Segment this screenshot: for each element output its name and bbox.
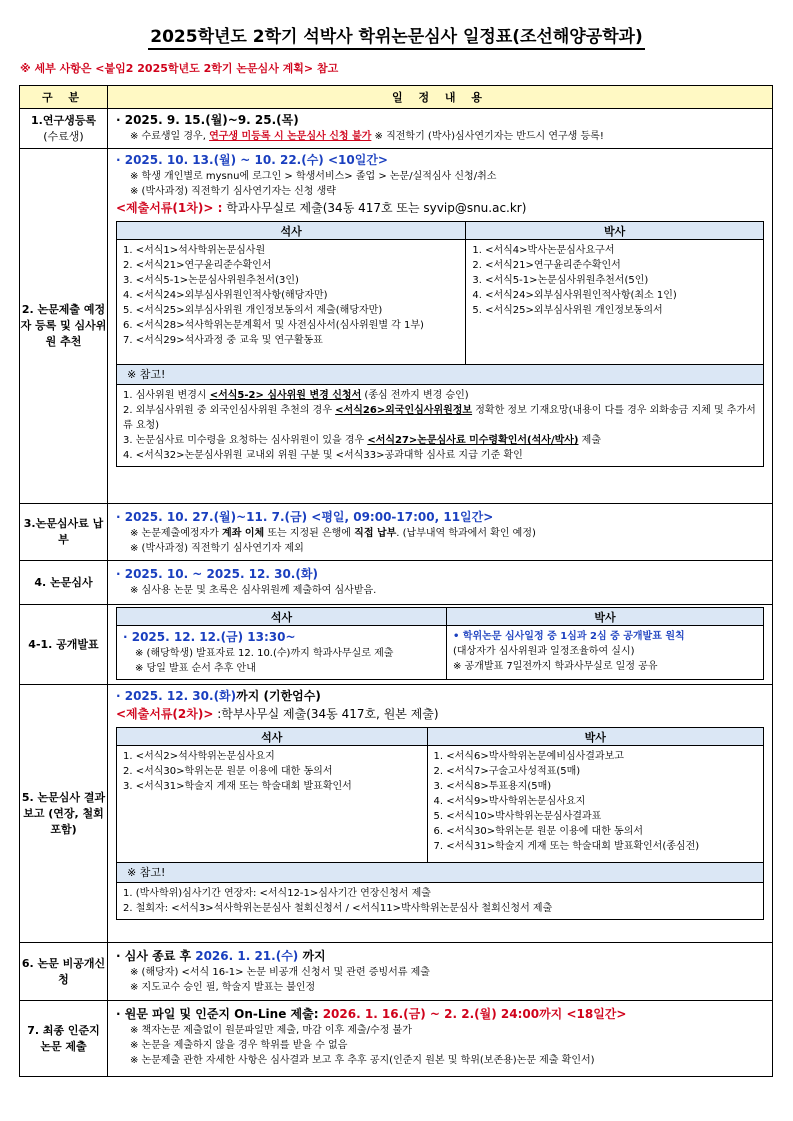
reference-header: ※ 참고!: [117, 365, 764, 385]
table-row: [20, 561, 773, 605]
list-item: 4. <서식24>외부심사위원인적사항(최소 1인): [472, 290, 677, 301]
text: ※ 논문제출예정자가: [130, 528, 223, 539]
date-line: · 2025. 10. 13.(월) ~ 10. 22.(수) <10일간>: [116, 153, 388, 167]
text: ※ 직전학기 (박사)심사연기자는 반드시 연구생 등록!: [371, 131, 604, 142]
document-table: [116, 221, 764, 467]
text: ※ 수료생일 경우,: [130, 131, 210, 142]
note-line: ※ 당일 발표 순서 추후 안내: [135, 663, 256, 674]
row-label: 4. 논문심사: [20, 561, 108, 605]
list-item: 4. <서식32>논문심사위원 교내외 위원 구분 및 <서식33>공과대학 심사료 지급 기준 확인: [123, 450, 523, 461]
masters-header: 석사: [117, 728, 428, 746]
list-item: 5. <서식25>외부심사위원 개인정보동의서: [472, 305, 663, 316]
phd-header: 박사: [466, 222, 764, 240]
masters-info: [117, 626, 447, 680]
list-item: 3. <서식31>학술지 게재 또는 학술대회 발표확인서: [123, 781, 352, 792]
text: 또는 지정된 은행에: [264, 528, 355, 539]
submit-label: <제출서류(2차)>: [116, 707, 214, 721]
note-line: ※ 심사용 논문 및 초록은 심사위원께 제출하여 심사받음.: [130, 585, 377, 596]
top-note: ※ 세부 사항은 <붙임2 2025학년도 2학기 논문심사 계획> 참고: [20, 62, 339, 75]
text: 정확한 정보 기재요망(내용이 다를 경우 외화송금 지체 및 추가서류 요청): [123, 405, 756, 431]
text: 직접 납부: [354, 528, 397, 539]
date-line: · 2025. 12. 12.(금) 13:30~: [123, 630, 296, 644]
form-ref: <서식26>외국인심사위원정보: [335, 405, 473, 416]
submit-line: [116, 705, 764, 723]
text: (종심 전까지 변경 승인): [361, 390, 469, 401]
row-label: [20, 109, 108, 149]
list-item: [123, 403, 757, 433]
list-item: 4. <서식9>박사학위논문심사요지: [433, 796, 586, 807]
text: 계좌 이체: [222, 528, 265, 539]
list-item: 2. 철회자: <서식3>석사학위논문심사 철회신청서 / <서식11>박사학위논문심사 철회신청서 제출: [123, 903, 553, 914]
list-item: 2. <서식30>학위논문 원문 이용에 대한 동의서: [123, 766, 333, 777]
note-line: ※ 학생 개인별로 mysnu에 로그인 > 학생서비스> 졸업 > 논문/실적심사 신청/취소: [130, 171, 497, 182]
document-table: [116, 727, 764, 920]
text: · 심사 종료 후: [116, 949, 196, 963]
phd-header: 박사: [427, 728, 763, 746]
date-line: · 2025. 9. 15.(월)~9. 25.(목): [116, 113, 299, 127]
list-item: 7. <서식31>학술지 게재 또는 학술대회 발표확인서(종심전): [433, 841, 700, 852]
label-subtext: (수료생): [43, 129, 84, 143]
list-item: 1. <서식2>석사학위논문심사요지: [123, 751, 275, 762]
table-row: [20, 109, 773, 149]
warning-text: 연구생 미등록 시 논문심사 신청 불가: [209, 131, 372, 142]
text: · 2025. 12. 30.(화): [116, 689, 237, 703]
phd-info: [446, 626, 763, 680]
masters-header: 석사: [117, 608, 447, 626]
list-item: [123, 433, 757, 448]
list-item: [123, 388, 757, 403]
text: 2. 외부심사위원 중 외국인심사위원 추천의 경우: [123, 405, 336, 416]
text: 2026. 1. 21.(수): [195, 949, 299, 963]
list-item: 5. <서식25>외부심사위원 개인정보동의서 제출(해당자만): [123, 305, 383, 316]
reference-header: ※ 참고!: [117, 863, 764, 883]
row-content: [108, 685, 773, 943]
table-header: [20, 86, 773, 109]
text: 까지: [298, 949, 326, 963]
row-label: 3.논문심사료 납부: [20, 504, 108, 561]
submit-text: 학과사무실로 제출(34동 417호 또는 syvip@snu.ac.kr): [222, 201, 527, 215]
list-item: 1. <서식4>박사논문심사요구서: [472, 245, 615, 256]
list-item: 4. <서식24>외부심사위원인적사항(해당자만): [123, 290, 328, 301]
note-line: ※ 논문제출 관한 자세한 사항은 심사결과 보고 후 추후 공지(인준지 원본 및 학위(보존용)논문 제출 확인서): [130, 1055, 595, 1066]
note-line: ※ 지도교수 승인 필, 학술지 발표는 불인정: [130, 982, 316, 993]
reference-list: [117, 883, 764, 920]
note-line: (대상자가 심사위원과 일정조율하여 실시): [452, 646, 635, 657]
date-line: [116, 947, 764, 965]
text: 1. 심사위원 변경시: [123, 390, 210, 401]
label-text: 1.연구생등록: [31, 113, 96, 127]
header-content: 일 정 내 용: [108, 86, 773, 109]
table-row: [20, 943, 773, 1001]
note-line: [116, 526, 764, 541]
row-label: 7. 최종 인준지 논문 제출: [20, 1001, 108, 1077]
text: · 원문 파일 및 인준지 On-Line 제출:: [116, 1007, 323, 1021]
row-content: [108, 943, 773, 1001]
form-ref: <서식5-2> 심사위원 변경 신청서: [209, 390, 362, 401]
list-item: 6. <서식28>석사학위논문계획서 및 사전심사서(심사위원별 각 1부): [123, 320, 424, 331]
list-item: 3. <서식5-1>논문심사위원추천서(5인): [472, 275, 649, 286]
schedule-table: [19, 85, 773, 1077]
list-item: 3. <서식8>투표용지(5매): [433, 781, 552, 792]
deadline-text: 2026. 1. 16.(금) ~ 2. 2.(월) 24:00까지 <18일간>: [322, 1007, 627, 1021]
row-content: [108, 109, 773, 149]
page-title: 2025학년도 2학기 석박사 학위논문심사 일정표(조선해양공학과): [0, 22, 793, 47]
row-label: 6. 논문 비공개신청: [20, 943, 108, 1001]
list-item: 6. <서식30>학위논문 원문 이용에 대한 동의서: [433, 826, 644, 837]
table-row: [20, 149, 773, 504]
row-content: [108, 561, 773, 605]
row-label: 2. 논문제출 예정자 등록 및 심사위원 추천: [20, 149, 108, 504]
date-line: [116, 687, 764, 705]
list-item: 1. (박사학위)심사기간 연장자: <서식12-1>심사기간 연장신청서 제출: [123, 888, 431, 899]
text: 3. 논문심사료 미수령을 요청하는 심사위원이 있을 경우: [123, 435, 368, 446]
note-line: ※ 공개발표 7일전까지 학과사무실로 일정 공유: [452, 661, 658, 672]
submit-line: [116, 199, 764, 217]
list-item: 7. <서식29>석사과정 중 교육 및 연구활동표: [123, 335, 323, 346]
list-item: 2. <서식21>연구윤리준수확인서: [472, 260, 621, 271]
masters-list: [117, 746, 428, 863]
note-line: ※ (해당학생) 발표자료 12. 10.(수)까지 학과사무실로 제출: [135, 648, 394, 659]
table-row: [20, 504, 773, 561]
note-line: ※ (해당자) <서식 16-1> 논문 비공개 신청서 및 관련 증빙서류 제출: [130, 967, 430, 978]
list-item: 2. <서식21>연구윤리준수확인서: [123, 260, 272, 271]
submit-label: <제출서류(1차)> :: [116, 201, 223, 215]
form-ref: <서식27>논문심사료 미수령확인서(석사/박사): [367, 435, 579, 446]
row-label: 4-1. 공개발표: [20, 605, 108, 685]
row-label: 5. 논문심사 결과 보고 (연장, 철회 포함): [20, 685, 108, 943]
date-line: [116, 1005, 764, 1023]
list-item: 5. <서식10>박사학위논문심사결과표: [433, 811, 602, 822]
list-item: 1. <서식6>박사학위논문예비심사결과보고: [433, 751, 624, 762]
note-line: [116, 129, 764, 144]
note-line: ※ 논문을 제출하지 않을 경우 학위를 받을 수 없음: [130, 1040, 348, 1051]
masters-header: 석사: [117, 222, 466, 240]
list-item: 1. <서식1>석사학위논문심사원: [123, 245, 266, 256]
header-category: 구 분: [20, 86, 108, 109]
text: . (납부내역 학과에서 확인 예정): [396, 528, 536, 539]
phd-header: 박사: [446, 608, 763, 626]
note-line: • 학위논문 심사일정 중 1심과 2심 중 공개발표 원칙: [452, 631, 685, 642]
list-item: 3. <서식5-1>논문심사위원추천서(3인): [123, 275, 299, 286]
note-line: ※ (박사과정) 직전학기 심사연기자 제외: [130, 543, 304, 554]
note-line: ※ (박사과정) 직전학기 심사연기자는 신청 생략: [130, 186, 336, 197]
table-row: [20, 685, 773, 943]
date-line: · 2025. 10. ~ 2025. 12. 30.(화): [116, 567, 318, 581]
list-item: 2. <서식7>구술고사성적표(5매): [433, 766, 581, 777]
row-content: [108, 1001, 773, 1077]
phd-list: [427, 746, 763, 863]
table-row: [20, 605, 773, 685]
presentation-table: [116, 607, 764, 680]
phd-list: [466, 240, 764, 365]
text: 까지 (기한엄수): [236, 689, 321, 703]
row-content: [108, 504, 773, 561]
row-content: [108, 605, 773, 685]
submit-text: :학부사무실 제출(34동 417호, 원본 제출): [213, 707, 439, 721]
date-line: · 2025. 10. 27.(월)~11. 7.(금) <평일, 09:00-17:00, 11일간>: [116, 510, 494, 524]
reference-list: [117, 385, 764, 467]
table-row: [20, 1001, 773, 1077]
masters-list: [117, 240, 466, 365]
text: 제출: [578, 435, 601, 446]
row-content: [108, 149, 773, 504]
note-line: ※ 책자논문 제출없이 원문파일만 제출, 마감 이후 제출/수정 불가: [130, 1025, 412, 1036]
